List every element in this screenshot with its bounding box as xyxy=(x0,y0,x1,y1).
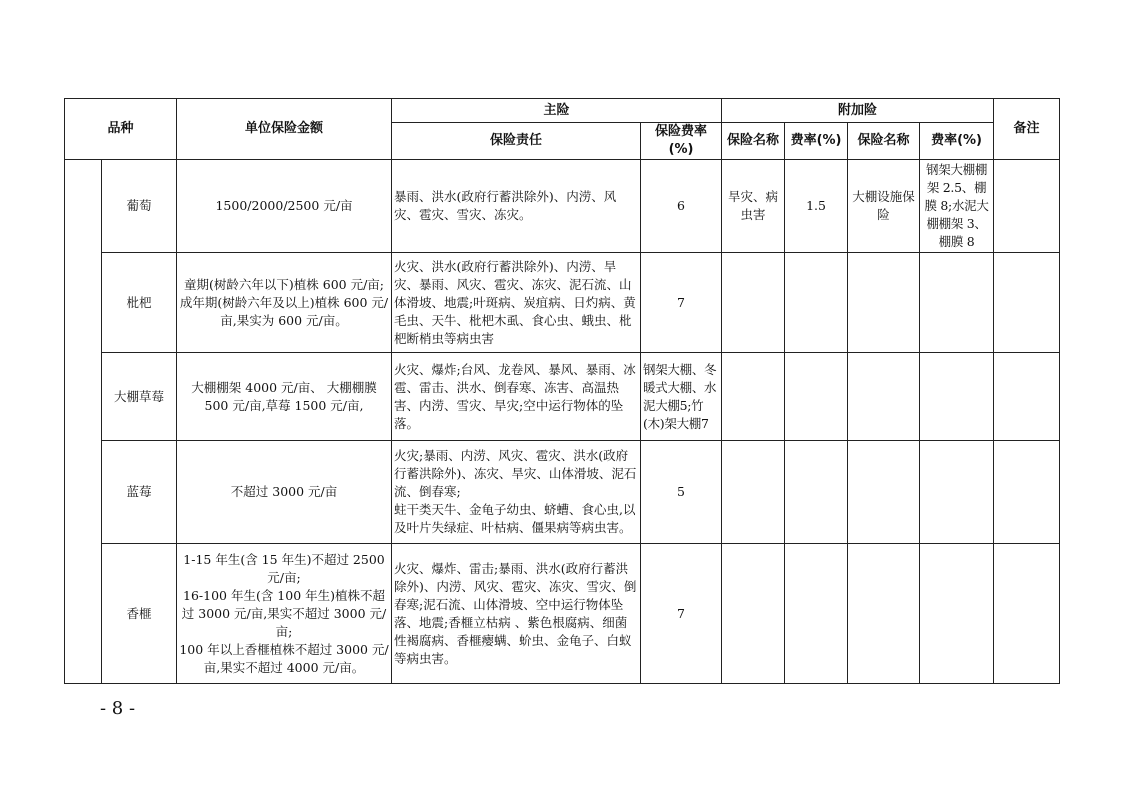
addon1-name-cell xyxy=(722,253,785,353)
header-main-rate: 保险费率(%) xyxy=(641,123,722,160)
amount-cell: 童期(树龄六年以下)植株 600 元/亩; 成年期(树龄六年及以上)植株 600 元/亩,果实为 600 元/亩。 xyxy=(177,253,392,353)
notes-cell xyxy=(994,160,1060,253)
addon2-name-cell xyxy=(848,353,920,441)
header-addon: 附加险 xyxy=(722,99,994,123)
variety-cell: 葡萄 xyxy=(102,160,177,253)
addon2-name-cell xyxy=(848,253,920,353)
addon2-rate-cell xyxy=(920,253,994,353)
amount-cell: 1-15 年生(含 15 年生)不超过 2500 元/亩; 16-100 年生(含 100 年生)植株不超过 3000 元/亩,果实不超过 3000 元/亩; 100 年以上香榧植株不超过 3000 元/亩,果实不超过 4000 元/亩。 xyxy=(177,544,392,684)
liability-cell: 火灾、爆炸;台风、龙卷风、暴风、暴雨、冰雹、雷击、洪水、倒春寒、冻害、高温热害、内涝、雪灾、旱灾;空中运行物体的坠落。 xyxy=(392,353,641,441)
table-row xyxy=(65,441,1060,544)
addon1-name-cell xyxy=(722,441,785,544)
addon1-rate-cell xyxy=(785,544,848,684)
addon2-rate-cell xyxy=(920,441,994,544)
rate-cell: 7 xyxy=(641,544,722,684)
table-row xyxy=(65,253,1060,353)
addon1-name-cell xyxy=(722,544,785,684)
header-variety: 品种 xyxy=(65,99,177,160)
liability-cell: 火灾;暴雨、内涝、风灾、雹灾、洪水(政府行蓄洪除外)、冻灾、旱灾、山体滑坡、泥石流、倒春寒; 蛀干类天牛、金龟子幼虫、蛴螬、食心虫,以及叶片失绿症、叶枯病、僵果病等病虫害。 xyxy=(392,441,641,544)
addon2-name-cell xyxy=(848,544,920,684)
rate-cell: 6 xyxy=(641,160,722,253)
table-row xyxy=(65,353,1060,441)
notes-cell xyxy=(994,253,1060,353)
addon1-rate-cell xyxy=(785,253,848,353)
category-cell xyxy=(65,160,102,684)
header-notes: 备注 xyxy=(994,99,1060,160)
addon2-name-cell: 大棚设施保险 xyxy=(848,160,920,253)
header-addon1-name: 保险名称 xyxy=(722,123,785,160)
variety-cell: 枇杷 xyxy=(102,253,177,353)
header-addon1-rate: 费率(%) xyxy=(785,123,848,160)
insurance-table xyxy=(64,98,1060,684)
page-number: - 8 - xyxy=(100,698,136,719)
header-addon2-rate: 费率(%) xyxy=(920,123,994,160)
addon2-rate-cell: 钢架大棚棚架 2.5、棚膜 8;水泥大棚棚架 3、棚膜 8 xyxy=(920,160,994,253)
addon1-rate-cell: 1.5 xyxy=(785,160,848,253)
variety-cell: 香榧 xyxy=(102,544,177,684)
liability-cell: 暴雨、洪水(政府行蓄洪除外)、内涝、风灾、雹灾、雪灾、冻灾。 xyxy=(392,160,641,253)
addon1-rate-cell xyxy=(785,353,848,441)
addon2-name-cell xyxy=(848,441,920,544)
notes-cell xyxy=(994,544,1060,684)
header-unit-amount: 单位保险金额 xyxy=(177,99,392,160)
amount-cell: 大棚棚架 4000 元/亩、 大棚棚膜 500 元/亩,草莓 1500 元/亩, xyxy=(177,353,392,441)
addon2-rate-cell xyxy=(920,353,994,441)
amount-cell: 1500/2000/2500 元/亩 xyxy=(177,160,392,253)
addon2-rate-cell xyxy=(920,544,994,684)
header-addon2-name: 保险名称 xyxy=(848,123,920,160)
notes-cell xyxy=(994,353,1060,441)
rate-cell: 7 xyxy=(641,253,722,353)
table-row xyxy=(65,544,1060,684)
addon1-rate-cell xyxy=(785,441,848,544)
header-main: 主险 xyxy=(392,99,722,123)
addon1-name-cell xyxy=(722,353,785,441)
liability-cell: 火灾、洪水(政府行蓄洪除外)、内涝、旱灾、暴雨、风灾、雹灾、冻灾、泥石流、山体滑坡、地震;叶斑病、炭疽病、日灼病、黄毛虫、天牛、枇杷木虱、食心虫、蛾虫、枇杷断梢虫等病虫害 xyxy=(392,253,641,353)
table-row xyxy=(65,160,1060,253)
rate-cell: 钢架大棚、冬暖式大棚、水泥大棚5;竹(木)架大棚7 xyxy=(641,353,722,441)
rate-cell: 5 xyxy=(641,441,722,544)
liability-cell: 火灾、爆炸、雷击;暴雨、洪水(政府行蓄洪除外)、内涝、风灾、雹灾、冻灾、雪灾、倒春寒;泥石流、山体滑坡、空中运行物体坠落、地震;香榧立枯病 、紫色根腐病、细菌性褐腐病、香榧瘿螨、蚧虫、金龟子、白蚁等病虫害。 xyxy=(392,544,641,684)
variety-cell: 蓝莓 xyxy=(102,441,177,544)
header-main-liability: 保险责任 xyxy=(392,123,641,160)
amount-cell: 不超过 3000 元/亩 xyxy=(177,441,392,544)
variety-cell: 大棚草莓 xyxy=(102,353,177,441)
addon1-name-cell: 旱灾、病虫害 xyxy=(722,160,785,253)
header-row-1 xyxy=(65,99,1060,123)
notes-cell xyxy=(994,441,1060,544)
